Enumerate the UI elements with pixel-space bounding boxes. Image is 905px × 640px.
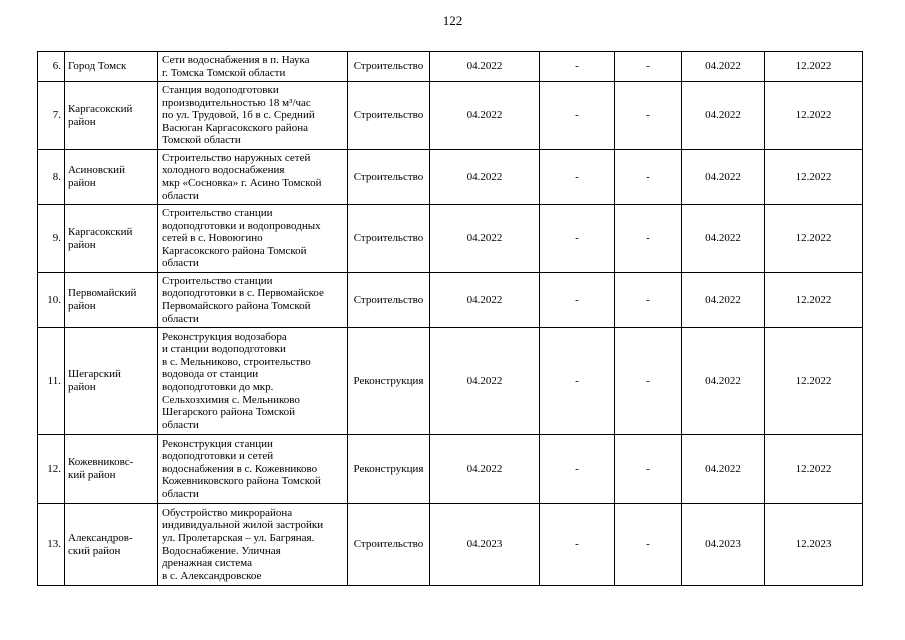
row-number: 7. <box>38 82 65 150</box>
empty-cell-2: - <box>615 328 682 435</box>
table-row <box>38 205 863 273</box>
work-type-cell: Строительство <box>348 205 430 273</box>
description-cell: Реконструкция водозабора и станции водоподготовки в с. Мельниково, строительство водовода от станции водоподготовки до мкр. Сельхозхимия с. Мельниково Шегарского района Томской области <box>158 328 348 435</box>
start-date-cell: 04.2022 <box>430 328 540 435</box>
start-date-cell: 04.2022 <box>430 82 540 150</box>
projects-table <box>37 51 863 586</box>
table-row <box>38 328 863 435</box>
empty-cell-1: - <box>540 52 615 82</box>
empty-cell-2: - <box>615 205 682 273</box>
description-cell: Строительство наружных сетей холодного водоснабжения мкр «Сосновка» г. Асино Томской области <box>158 150 348 205</box>
row-number: 9. <box>38 205 65 273</box>
work-type-cell: Строительство <box>348 82 430 150</box>
row-number: 11. <box>38 328 65 435</box>
description-cell: Строительство станции водоподготовки и водопроводных сетей в с. Новоюгино Каргасокского района Томской области <box>158 205 348 273</box>
start-date-cell: 04.2022 <box>430 150 540 205</box>
empty-cell-1: - <box>540 504 615 586</box>
end-date-cell: 12.2022 <box>765 205 863 273</box>
row-number: 12. <box>38 435 65 504</box>
table-row <box>38 52 863 82</box>
table-body <box>38 52 863 586</box>
end-date-cell: 12.2022 <box>765 273 863 328</box>
district-cell: Кожевниковс- кий район <box>65 435 158 504</box>
start-date-cell: 04.2022 <box>430 435 540 504</box>
work-type-cell: Строительство <box>348 52 430 82</box>
end-date-cell: 12.2022 <box>765 328 863 435</box>
description-cell: Реконструкция станции водоподготовки и сетей водоснабжения в с. Кожевниково Кожевниковского района Томской области <box>158 435 348 504</box>
end-date-cell: 12.2022 <box>765 82 863 150</box>
end-date-cell: 12.2023 <box>765 504 863 586</box>
work-type-cell: Строительство <box>348 150 430 205</box>
empty-cell-1: - <box>540 82 615 150</box>
empty-cell-1: - <box>540 435 615 504</box>
district-cell: Александров- ский район <box>65 504 158 586</box>
description-cell: Станция водоподготовки производительностью 18 м³/час по ул. Трудовой, 1б в с. Средний Васюган Каргасокского района Томской области <box>158 82 348 150</box>
description-cell: Строительство станции водоподготовки в с. Первомайское Первомайского района Томской области <box>158 273 348 328</box>
end-date-cell: 12.2022 <box>765 150 863 205</box>
row-number: 8. <box>38 150 65 205</box>
begin-date-cell: 04.2022 <box>682 328 765 435</box>
start-date-cell: 04.2022 <box>430 52 540 82</box>
start-date-cell: 04.2022 <box>430 273 540 328</box>
district-cell: Город Томск <box>65 52 158 82</box>
district-cell: Первомайский район <box>65 273 158 328</box>
begin-date-cell: 04.2022 <box>682 150 765 205</box>
empty-cell-2: - <box>615 82 682 150</box>
empty-cell-1: - <box>540 273 615 328</box>
start-date-cell: 04.2022 <box>430 205 540 273</box>
row-number: 10. <box>38 273 65 328</box>
empty-cell-1: - <box>540 328 615 435</box>
begin-date-cell: 04.2022 <box>682 52 765 82</box>
district-cell: Каргасокский район <box>65 205 158 273</box>
empty-cell-2: - <box>615 52 682 82</box>
work-type-cell: Строительство <box>348 273 430 328</box>
description-cell: Обустройство микрорайона индивидуальной жилой застройки ул. Пролетарская – ул. Багряная. Водоснабжение. Уличная дренажная система в с. Александровское <box>158 504 348 586</box>
empty-cell-2: - <box>615 273 682 328</box>
empty-cell-1: - <box>540 150 615 205</box>
empty-cell-2: - <box>615 150 682 205</box>
row-number: 13. <box>38 504 65 586</box>
district-cell: Шегарский район <box>65 328 158 435</box>
district-cell: Асиновский район <box>65 150 158 205</box>
empty-cell-2: - <box>615 435 682 504</box>
end-date-cell: 12.2022 <box>765 435 863 504</box>
table-row <box>38 435 863 504</box>
work-type-cell: Строительство <box>348 504 430 586</box>
begin-date-cell: 04.2022 <box>682 82 765 150</box>
table-row <box>38 150 863 205</box>
begin-date-cell: 04.2022 <box>682 205 765 273</box>
description-cell: Сети водоснабжения в п. Наука г. Томска Томской области <box>158 52 348 82</box>
page-number: 122 <box>442 13 463 28</box>
begin-date-cell: 04.2022 <box>682 435 765 504</box>
table-row <box>38 273 863 328</box>
empty-cell-2: - <box>615 504 682 586</box>
work-type-cell: Реконструкция <box>348 328 430 435</box>
empty-cell-1: - <box>540 205 615 273</box>
begin-date-cell: 04.2023 <box>682 504 765 586</box>
work-type-cell: Реконструкция <box>348 435 430 504</box>
end-date-cell: 12.2022 <box>765 52 863 82</box>
table-row <box>38 82 863 150</box>
table-row <box>38 504 863 586</box>
begin-date-cell: 04.2022 <box>682 273 765 328</box>
row-number: 6. <box>38 52 65 82</box>
start-date-cell: 04.2023 <box>430 504 540 586</box>
district-cell: Каргасокский район <box>65 82 158 150</box>
